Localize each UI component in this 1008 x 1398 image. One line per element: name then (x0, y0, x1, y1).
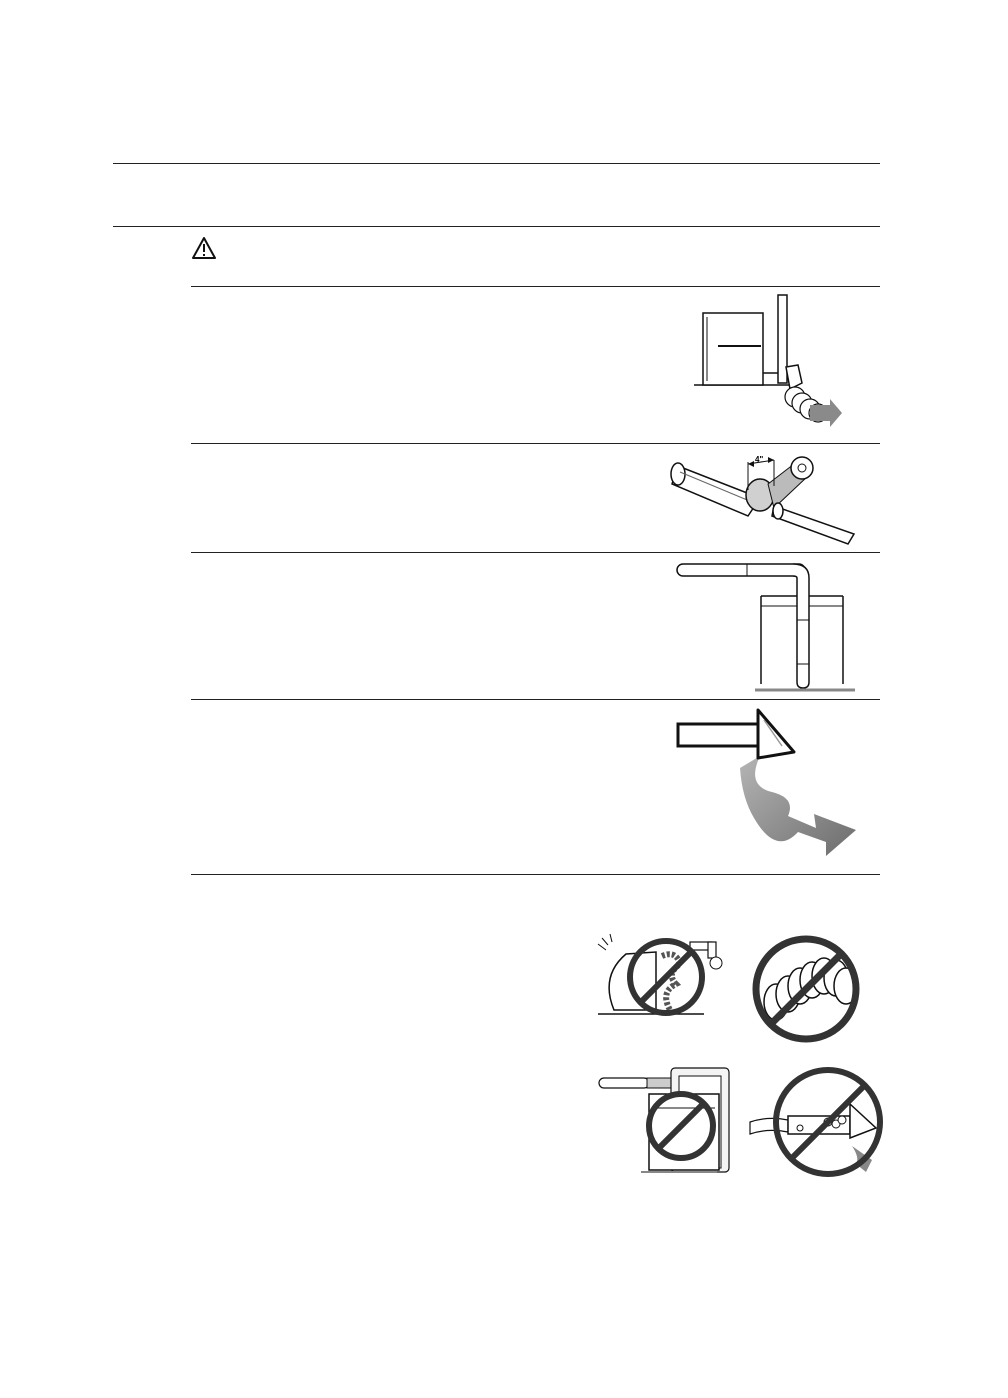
pipe-dimension-label: 4" (755, 455, 764, 464)
section-rule-1 (191, 286, 880, 287)
prohibited-long-duct-illustration (597, 1064, 737, 1176)
warning-triangle-icon (191, 236, 217, 260)
exhaust-hood-airflow-illustration (676, 706, 858, 860)
duct-routing-illustration (675, 560, 860, 694)
section-rule-5 (191, 874, 880, 875)
prohibited-crushed-duct-illustration (596, 930, 736, 1018)
header-bottom-rule (113, 226, 880, 227)
duct-overlap-illustration (668, 450, 858, 548)
section-rule-3 (191, 552, 880, 553)
dryer-exhaust-illustration (690, 293, 850, 433)
prohibited-lint-blockage-illustration (748, 1066, 884, 1178)
section-rule-2 (191, 443, 880, 444)
section-rule-4 (191, 699, 880, 700)
header-top-rule (113, 163, 880, 164)
prohibited-flexible-duct-illustration (748, 934, 864, 1044)
